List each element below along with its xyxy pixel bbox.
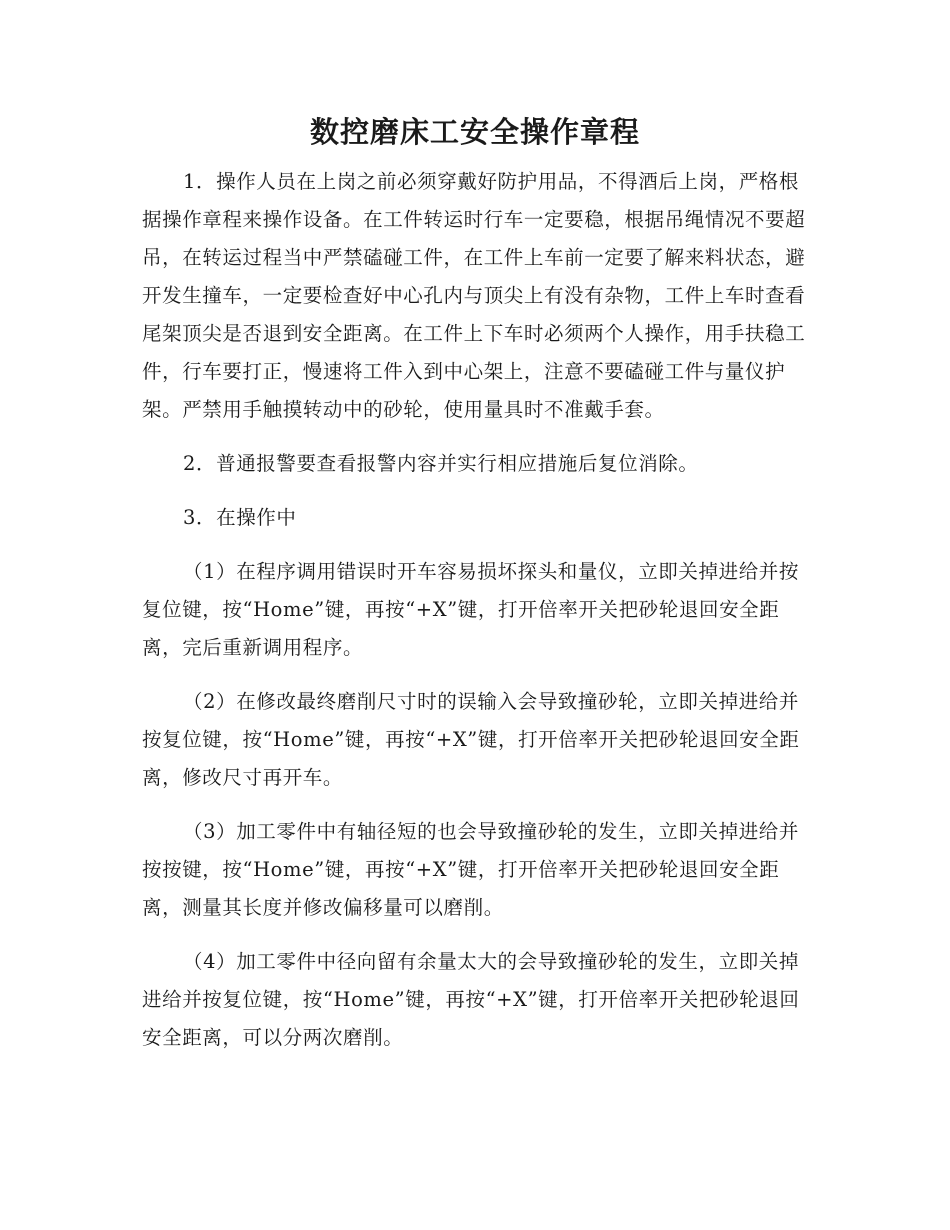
paragraph-3-3: （3）加工零件中有轴径短的也会导致撞砂轮的发生，立即关掉进给并按按键，按“Home”键，再按“+X”键，打开倍率开关把砂轮退回安全距离，测量其长度并修改偏移量可以磨削。 — [142, 820, 800, 919]
paragraph-3-1: （1）在程序调用错误时开车容易损坏探头和量仪，立即关掉进给并按复位键，按“Home”键，再按“+X”键，打开倍率开关把砂轮退回安全距离，完后重新调用程序。 — [142, 560, 800, 659]
paragraph-3: 3．在操作中 — [183, 506, 297, 529]
document-title: 数控磨床工安全操作章程 — [309, 115, 640, 149]
paragraph-2: 2．普通报警要查看报警内容并实行相应措施后复位消除。 — [183, 452, 699, 475]
paragraph-3-4: （4）加工零件中径向留有余量太大的会导致撞砂轮的发生，立即关掉进给并按复位键，按“Home”键，再按“+X”键，打开倍率开关把砂轮退回安全距离，可以分两次磨削。 — [142, 950, 800, 1049]
paragraph-1: 1．操作人员在上岗之前必须穿戴好防护用品，不得酒后上岗，严格根据操作章程来操作设备。在工件转运时行车一定要稳，根据吊绳情况不要超吊，在转运过程当中严禁磕碰工件，在工件上车前一定要了解来料状态，避开发生撞车，一定要检查好中心孔内与顶尖上有没有杂物，工件上车时查看尾架顶尖是否退到安全距离。在工件上下车时必须两个人操作，用手扶稳工件，行车要打正，慢速将工件入到中心架上，注意不要磕碰工件与量仪护架。严禁用手触摸转动中的砂轮，使用量具时不准戴手套。 — [142, 170, 806, 421]
paragraph-3-2: （2）在修改最终磨削尺寸时的误输入会导致撞砂轮，立即关掉进给并按复位键，按“Home”键，再按“+X”键，打开倍率开关把砂轮退回安全距离，修改尺寸再开车。 — [142, 690, 800, 789]
document-body — [142, 163, 808, 1073]
